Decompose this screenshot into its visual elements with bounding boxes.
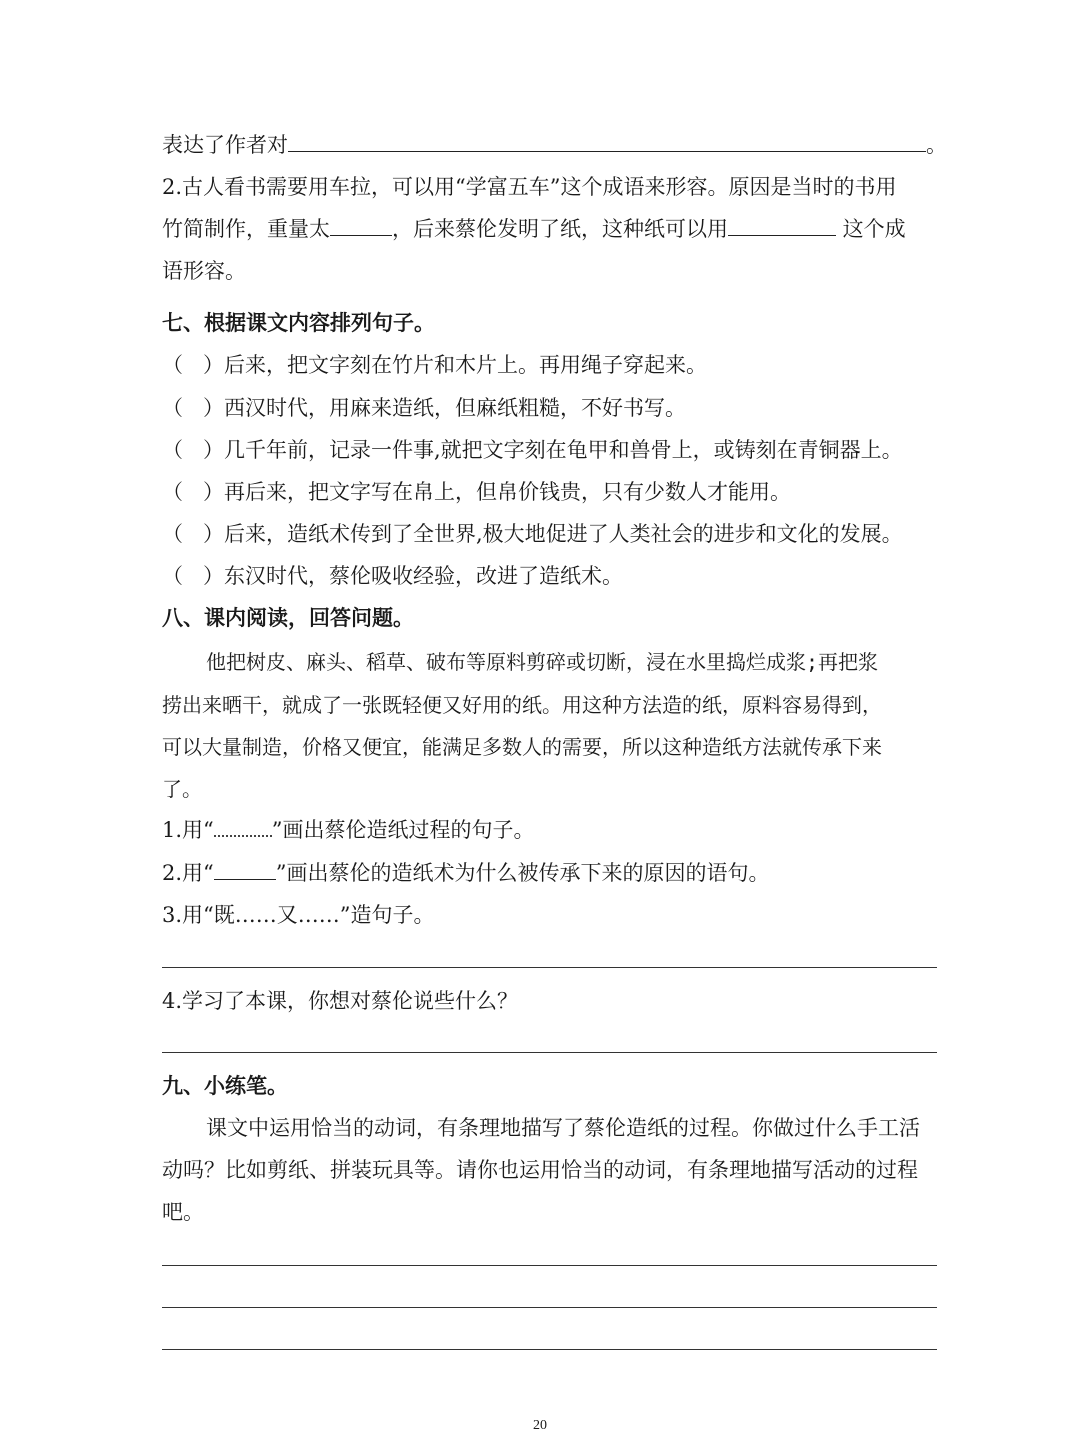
answer-line[interactable] [162, 1052, 937, 1053]
order-paren[interactable]: （ ） [162, 522, 224, 546]
page-number: 20 [533, 1418, 547, 1433]
order-item-text: 后来，把文字刻在竹片和木片上。再用绳子穿起来。 [224, 353, 707, 377]
order-paren[interactable]: （ ） [162, 480, 224, 504]
order-item-text: 再后来，把文字写在帛上，但帛价钱贵，只有少数人才能用。 [224, 480, 791, 504]
order-item [162, 561, 940, 591]
section9-title: 九、小练笔。 [162, 1074, 288, 1098]
order-paren[interactable]: （ ） [162, 564, 224, 588]
answer-line[interactable] [162, 1265, 937, 1266]
s8-q1 [162, 815, 940, 845]
order-item [162, 519, 940, 549]
order-item-text: 后来，造纸术传到了全世界,极大地促进了人类社会的进步和文化的发展。 [224, 522, 903, 546]
s8-q1-text-b: ”画出蔡伦造纸过程的句子。 [271, 818, 535, 842]
answer-blank[interactable] [288, 133, 926, 152]
s6-q2-text-c: 这个成 [836, 217, 906, 241]
s9-text-line: 课文中运用恰当的动词，有条理地描写了蔡伦造纸的过程。你做过什么手工活 [206, 1116, 920, 1140]
s6-q2-line2 [162, 214, 940, 244]
order-item-text: 西汉时代，用麻来造纸，但麻纸粗糙，不好书写。 [224, 396, 686, 420]
s8-q4: 4.学习了本课，你想对蔡伦说些什么？ [162, 989, 519, 1013]
s6-q2-line1: 2.古人看书需要用车拉，可以用“学富五车”这个成语来形容。原因是当时的书用 [162, 175, 897, 199]
order-item [162, 435, 940, 465]
order-paren[interactable]: （ ） [162, 396, 224, 420]
answer-line[interactable] [162, 1349, 937, 1350]
wavy-line-sample [214, 817, 272, 837]
s8-q3: 3.用“既……又……”造句子。 [162, 903, 435, 927]
s6-q1-tail-text: 表达了作者对 [162, 133, 288, 157]
passage-line: 他把树皮、麻头、稻草、破布等原料剪碎或切断，浸在水里捣烂成浆;再把浆 [206, 650, 879, 674]
order-item-text: 东汉时代，蔡伦吸收经验，改进了造纸术。 [224, 564, 623, 588]
section8-title: 八、课内阅读，回答问题。 [162, 606, 414, 630]
s6-q1-period: 。 [926, 133, 947, 157]
s9-text-line: 动吗？比如剪纸、拼装玩具等。请你也运用恰当的动词，有条理地描写活动的过程 [162, 1158, 918, 1182]
order-item-text: 几千年前，记录一件事,就把文字刻在龟甲和兽骨上，或铸刻在青铜器上。 [224, 438, 903, 462]
order-paren[interactable]: （ ） [162, 353, 224, 377]
order-item [162, 477, 940, 507]
s6-q2-text-a: 竹简制作，重量太 [162, 217, 330, 241]
order-item [162, 393, 940, 423]
section7-title: 七、根据课文内容排列句子。 [162, 311, 435, 335]
s8-q2-text-b: ”画出蔡伦的造纸术为什么被传承下来的原因的语句。 [275, 861, 770, 885]
s8-q1-text-a: 1.用“ [162, 818, 214, 842]
passage-line: 可以大量制造，价格又便宜，能满足多数人的需要，所以这种造纸方法就传承下来 [162, 735, 882, 759]
answer-line[interactable] [162, 967, 937, 968]
s6-q1-tail [162, 130, 947, 160]
s8-q2-text-a: 2.用“ [162, 861, 214, 885]
s9-text-line: 吧。 [162, 1200, 204, 1224]
s6-q2-line3: 语形容。 [162, 259, 246, 283]
s8-q2 [162, 858, 940, 888]
s6-q2-text-b: ，后来蔡伦发明了纸，这种纸可以用 [392, 217, 728, 241]
order-item [162, 350, 940, 380]
straight-line-sample [214, 861, 276, 880]
passage-line: 了。 [162, 777, 202, 801]
answer-blank[interactable] [330, 217, 392, 236]
answer-line[interactable] [162, 1307, 937, 1308]
answer-blank[interactable] [728, 217, 836, 236]
passage-line: 捞出来晒干，就成了一张既轻便又好用的纸。用这种方法造的纸，原料容易得到， [162, 693, 882, 717]
order-paren[interactable]: （ ） [162, 438, 224, 462]
